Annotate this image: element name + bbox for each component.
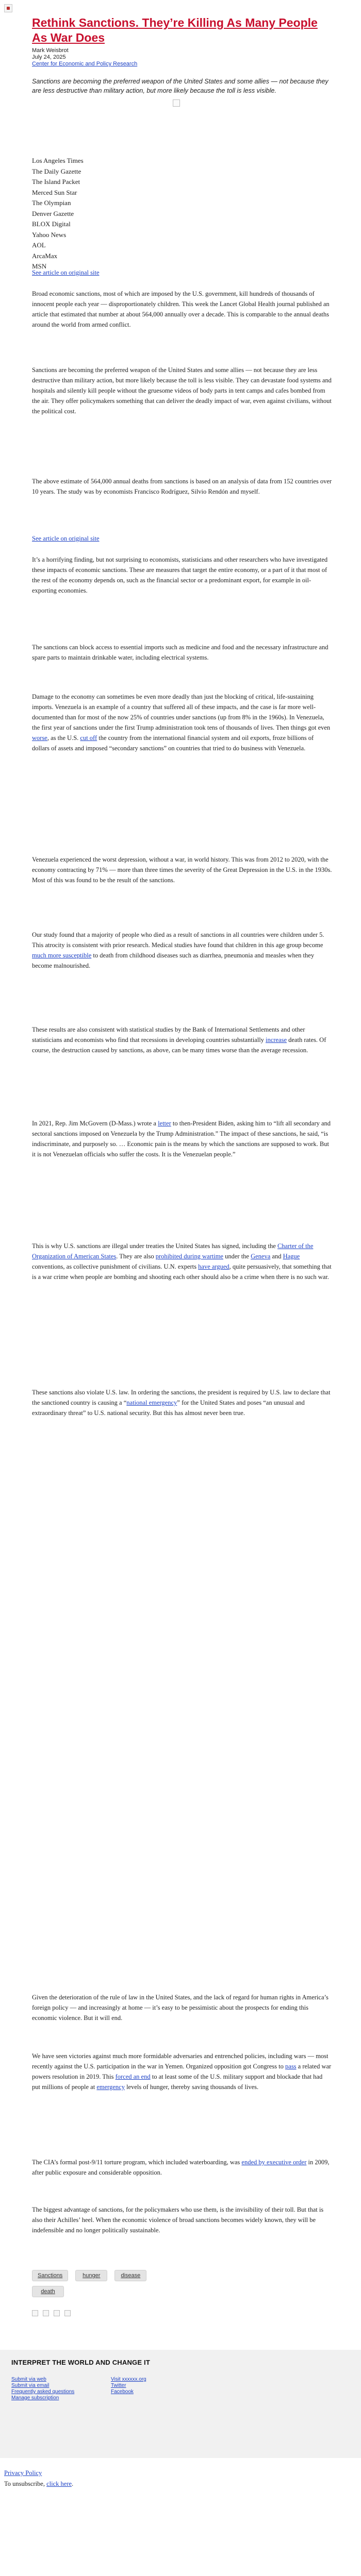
visit-site-link[interactable]: Visit xxxxxx.org: [111, 2377, 146, 2382]
inline-link[interactable]: much more susceptible: [32, 952, 92, 959]
body-paragraph: Our study found that a majority of people who died as a result of sanctions in all countries were children under 5. This atrocity is consistent with prior research. Medical studies have found that children in this age group become much more susceptible to death from childhood diseases such as diarrhea, pneumonia and measles when they become malnourished.: [32, 931, 324, 969]
article-header: [32, 15, 331, 107]
footer-links-left: [11, 2377, 74, 2401]
inline-link[interactable]: prohibited during wartime: [155, 1253, 223, 1260]
outlet-name: Los Angeles Times: [32, 157, 84, 164]
body-paragraph: Damage to the economy can sometimes be even more deadly than just the blocking of critical, life-sustaining imports. Venezuela is an example of a country that suffered all of these impacts, and the case is far more well-documented than for most of the now 25% of countries under sanctions (up from 8% in the 1960s). In Venezuela, the first year of sanctions under the first Trump administration took tens of thousands of lives. Then things got even worse, as the U.S. cut off the country from the international financial system and oil exports, froze billions of dollars of assets and imposed “secondary sanctions” on countries that tried to do business with Venezuela.: [32, 693, 331, 752]
twitter-link[interactable]: Twitter: [111, 2383, 126, 2388]
article-summary: Sanctions are becoming the preferred weapon of the United States and some allies — not because they are less destructive than military action, but more likely because the toll is less visible.: [32, 78, 329, 94]
site-logo-icon[interactable]: [4, 4, 12, 12]
original-article-link[interactable]: See article on original site: [32, 535, 100, 542]
original-article-link[interactable]: See article on original site: [32, 269, 100, 276]
body-paragraph: The sanctions can block access to essential imports such as medicine and food and the necessary infrastructure and spare parts to maintain drinkable water, including electrical systems.: [32, 644, 329, 661]
outlet-name: BLOX Digital: [32, 220, 71, 228]
outlet-list: [32, 156, 84, 272]
outlet-name: The Daily Gazette: [32, 167, 81, 175]
inline-link[interactable]: emergency: [96, 2083, 125, 2091]
inline-link[interactable]: Charter of the Organization of American States: [32, 1242, 314, 1260]
body-paragraph: Broad economic sanctions, most of which are imposed by the U.S. government, kill hundreds of thousands of innocent people each year — disproportionately children. This week the Lancet Global Health journal published an article that estimated that number at about 564,000 annually over a decade. This is comparable to the annual deaths around the world from armed conflict.: [32, 290, 330, 328]
privacy-policy-link[interactable]: Privacy Policy: [4, 2469, 42, 2477]
body-paragraph: It’s a horrifying finding, but not surprising to economists, statisticians and other researchers who have investigated these impacts of economic sanctions. These are measures that target the entire economy, or a part of it that most of the rest of the economy depends on, such as the financial sector or a predominant export, for example in oil-exporting economies.: [32, 556, 328, 594]
body-paragraph: Given the deterioration of the rule of law in the United States, and the lack of regard for human rights in America’s foreign policy — and increasingly at home — it’s easy to be pessimistic about the prospects for ending this economic violence. But it will end.: [32, 1994, 329, 2022]
body-paragraph: In 2021, Rep. Jim McGovern (D-Mass.) wrote a letter to then-President Biden, asking him to “lift all secondary and sectoral sanctions imposed on Venezuela by the Trump Administration.” The impact of these sanctions, he said, “is indiscriminate, and purposely so. … Economic pain is the means by which the sanctions are supposed to work. But it is not Venezuelan officials who suffer the costs. It is the Venezuelan people.”: [32, 1120, 331, 1158]
tag-sanctions[interactable]: Sanctions: [32, 2270, 68, 2281]
outlet-name: The Olympian: [32, 199, 71, 207]
faq-link[interactable]: Frequently asked questions: [11, 2389, 75, 2395]
inline-link[interactable]: forced an end: [115, 2073, 151, 2080]
body-paragraph: These results are also consistent with statistical studies by the Bank of International Settlements and other statisticians and economists who find that recessions in developing countries substantially increase death rates. Of course, the destruction caused by sanctions, as above, can be many times worse than the average recession.: [32, 1026, 326, 1054]
inline-link[interactable]: have argued: [198, 1263, 229, 1270]
share-bar: [32, 2310, 75, 2319]
inline-link[interactable]: Hague: [283, 1253, 300, 1260]
tag-list: [32, 2270, 187, 2302]
inline-link[interactable]: Geneva: [251, 1253, 271, 1260]
footer: [0, 2350, 361, 2458]
body-paragraph: This is why U.S. sanctions are illegal under treaties the United States has signed, including the Charter of the Organization of American States. They are also prohibited during wartime under the Geneva and Hague conventions, as collective punishment of civilians. U.N. experts have argued, quite persuasively, that something that is a war crime when people are bombing and shooting each other should also be a crime when there is no such war.: [32, 1242, 332, 1281]
print-icon[interactable]: [64, 2310, 71, 2316]
facebook-link[interactable]: Facebook: [111, 2389, 134, 2395]
outlet-name: ArcaMax: [32, 251, 58, 260]
body-paragraph: These sanctions also violate U.S. law. In ordering the sanctions, the president is required by U.S. law to declare that the sanctioned country is causing a “national emergency” for the United States and poses “an unusual and extraordinary threat” to U.S. national security. But this has almost never been true.: [32, 1389, 331, 1417]
outlet-name: AOL: [32, 241, 46, 249]
twitter-icon[interactable]: [43, 2310, 49, 2316]
article-title[interactable]: Rethink Sanctions. They’re Killing As Many People As War Does: [32, 16, 318, 44]
article-meta: [32, 47, 331, 68]
email-icon[interactable]: [54, 2310, 60, 2316]
inline-link[interactable]: pass: [285, 2063, 297, 2070]
outlet-name: Merced Sun Star: [32, 188, 77, 196]
organization-link[interactable]: Center for Economic and Policy Research: [32, 61, 138, 67]
tag-death[interactable]: death: [32, 2286, 64, 2297]
body-paragraph: Venezuela experienced the worst depression, without a war, in world history. This was from 2012 to 2020, with the economy contracting by 71% — more than three times the severity of the Great Depression in the U.S. in the 1930s. Most of this was found to be the result of the sanctions.: [32, 856, 332, 884]
body-paragraph: The biggest advantage of sanctions, for the policymakers who use them, is the invisibility of their toll. But that is also their Achilles’ heel. When the economic violence of broad sanctions becomes widely known, they will be indefensible and no longer politically sustainable.: [32, 2206, 324, 2234]
body-paragraph: We have seen victories against much more formidable adversaries and entrenched policies, including wars — most recently against the U.S. participation in the war in Yemen. Organized opposition got Congress to pass a related war powers resolution in 2019. This forced an end to at least some of the U.S. military support and blockade that had put millions of people at emergency levels of hunger, thereby saving thousands of lives.: [32, 2052, 332, 2091]
outlet-name: MSN: [32, 262, 47, 270]
publish-date: July 24, 2025: [32, 54, 66, 60]
inline-link[interactable]: increase: [266, 1036, 287, 1043]
manage-subscription-link[interactable]: Manage subscription: [11, 2395, 59, 2401]
inline-link[interactable]: worse: [32, 734, 47, 742]
outlet-name: Denver Gazette: [32, 209, 74, 217]
image-placeholder-icon: [173, 99, 180, 107]
body-paragraph: The above estimate of 564,000 annual deaths from sanctions is based on an analysis of data from 152 countries over 10 years. The study was by economists Francisco Rodríguez, Silvio Rendón and myself.: [32, 478, 332, 495]
body-paragraph: The CIA’s formal post-9/11 torture program, which included waterboarding, was ended by executive order in 2009, after public exposure and considerable opposition.: [32, 2159, 330, 2176]
footer-heading: INTERPRET THE WORLD AND CHANGE IT: [11, 2359, 150, 2366]
body-paragraph: Sanctions are becoming the preferred weapon of the United States and some allies — not because they are less destructive than military action, but more likely because the toll is less visible. They can devastate food systems and hospitals and silently kill people without the gruesome videos of body parts in tent camps and cafes bombed from the air. They offer policymakers something that can deliver the deadly impact of war, even against civilians, without the political cost.: [32, 366, 332, 415]
facebook-icon[interactable]: [32, 2310, 38, 2316]
author-name: Mark Weisbrot: [32, 47, 69, 54]
inline-link[interactable]: letter: [158, 1120, 171, 1127]
tag-disease[interactable]: disease: [114, 2270, 146, 2281]
outlet-name: Yahoo News: [32, 230, 67, 239]
tag-hunger[interactable]: hunger: [75, 2270, 107, 2281]
inline-link[interactable]: national emergency: [126, 1399, 177, 1406]
outlet-name: The Island Packet: [32, 178, 80, 186]
unsubscribe-line: To unsubscribe, click here.: [4, 2480, 74, 2487]
inline-link[interactable]: ended by executive order: [241, 2159, 307, 2166]
submit-email-link[interactable]: Submit via email: [11, 2383, 50, 2388]
footer-links-right: [111, 2377, 146, 2395]
unsubscribe-link[interactable]: click here: [46, 2480, 72, 2487]
inline-link[interactable]: cut off: [80, 734, 97, 742]
submit-web-link[interactable]: Submit via web: [11, 2377, 46, 2382]
